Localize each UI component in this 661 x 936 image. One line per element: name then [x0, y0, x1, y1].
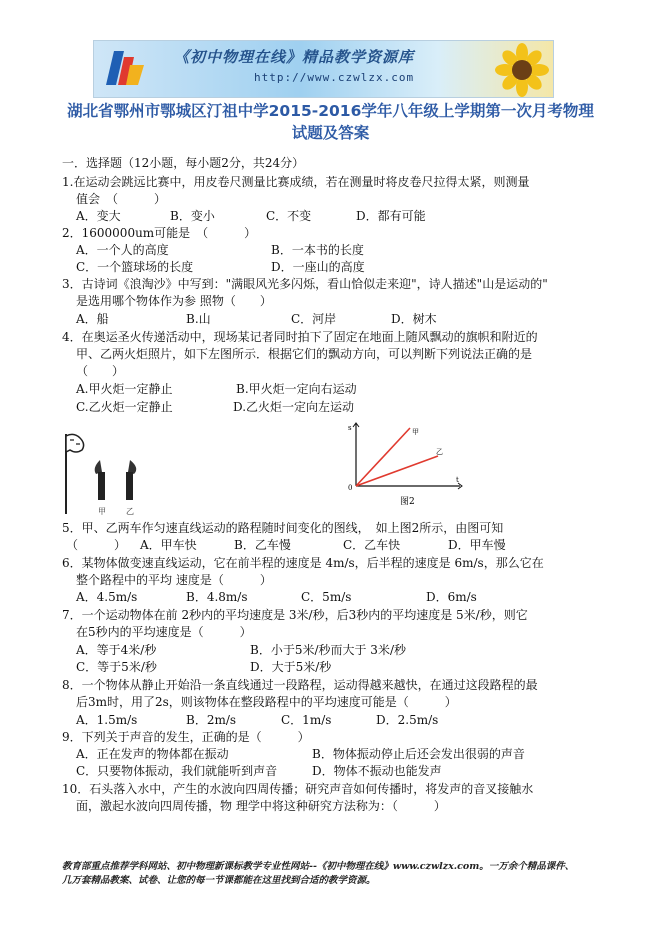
q9-option-a: A．正在发声的物体都在振动	[76, 747, 229, 761]
q7-line1: 7．一个运动物体在前 2秒内的平均速度是 3米/秒，后3秒内的平均速度是 5米/秒，则它	[62, 608, 528, 622]
q6-option-c: C．5m/s	[301, 590, 352, 604]
q1-line1: 1.在运动会跳远比赛中，用皮卷尺测量比赛成绩，若在测量时将皮卷尺拉得太紧，则测量	[62, 175, 530, 189]
torch-yi-label: 乙	[126, 507, 134, 516]
q4-option-d: D.乙火炬一定向左运动	[233, 400, 355, 414]
q5-option-d: D．甲车慢	[448, 538, 506, 552]
q8-option-a: A．1.5m/s	[76, 713, 138, 727]
q6-option-a: A．4.5m/s	[76, 590, 138, 604]
q9-line1: 9．下列关于声音的发生，正确的是（ ）	[62, 730, 310, 744]
q1-option-d: D．都有可能	[356, 209, 426, 223]
q7-option-c: C．等于5米/秒	[76, 660, 157, 674]
torch-jia-label: 甲	[98, 507, 106, 516]
flag-torch-figure	[62, 430, 152, 518]
q7-option-a: A．等于4米/秒	[76, 643, 157, 657]
q7-line2: 在5秒内的平均速度是（ ）	[76, 625, 252, 639]
q4-line1: 4．在奥运圣火传递活动中，现场某记者同时拍下了固定在地面上随风飘动的旗帜和附近的	[62, 330, 538, 344]
q5-blank: （ ）	[66, 538, 127, 552]
q6-option-d: D．6m/s	[426, 590, 477, 604]
line-yi-label: 乙	[436, 448, 443, 456]
q6-option-b: B．4.8m/s	[186, 590, 248, 604]
q1-option-a: A．变大	[76, 209, 121, 223]
footer-line2: 几万套精品教案、试卷、让您的每一节课都能在这里找到合适的教学资源。	[62, 875, 376, 886]
figure-caption: 图2	[400, 497, 415, 507]
q2-option-d: D．一座山的高度	[271, 260, 365, 274]
q2-line1: 2．1600000um可能是 （ ）	[62, 226, 257, 240]
q2-option-a: A．一个人的高度	[76, 243, 169, 257]
line-jia-label: 甲	[412, 428, 419, 436]
document-title	[60, 100, 601, 144]
q5-option-c: C．乙车快	[343, 538, 401, 552]
document-title-line2: 试题及答案	[291, 124, 370, 142]
q2-option-c: C．一个篮球场的长度	[76, 260, 194, 274]
q5-option-b: B．乙车慢	[234, 538, 291, 552]
q7-option-d: D．大于5米/秒	[250, 660, 332, 674]
origin-label: 0	[348, 484, 353, 492]
page-footer	[62, 860, 602, 888]
torch-jia-icon	[95, 460, 105, 500]
sunflower-icon	[487, 43, 554, 97]
banner-title: 《初中物理在线》精品教学资源库	[174, 48, 415, 66]
q9-option-c: C．只要物体振动，我们就能听到声音	[76, 764, 278, 778]
q1-option-c: C．不变	[266, 209, 312, 223]
q3-line2: 是选用哪个物体作为参 照物（ ）	[76, 294, 272, 308]
q9-option-d: D．物体不振动也能发声	[312, 764, 442, 778]
q10-line1: 10．石头落入水中，产生的水波向四周传播；研究声音如何传播时，将发声的音叉接触水	[62, 782, 534, 796]
q4-option-a: A.甲火炬一定静止	[76, 382, 173, 396]
q3-option-d: D．树木	[391, 312, 437, 326]
line-yi	[356, 456, 438, 486]
q8-line2: 后3m时，用了2s，则该物体在整段路程中的平均速度可能是（ ）	[76, 695, 457, 709]
q3-option-b: B.山	[186, 312, 211, 326]
t-axis-label: t	[456, 476, 459, 484]
q1-option-b: B．变小	[170, 209, 215, 223]
site-logo-icon	[100, 47, 150, 91]
footer-line1: 教育部重点推荐学科网站、初中物理新课标教学专业性网站--《初中物理在线》www.czwlzx.com。一万余个精品课件、	[62, 861, 575, 872]
q3-option-c: C．河岸	[291, 312, 337, 326]
q7-option-b: B．小于5米/秒而大于 3米/秒	[250, 643, 406, 657]
q3-line1: 3．古诗词《浪淘沙》中写到："满眼风光多闪烁，看山恰似走来迎"，诗人描述"山是运动的"	[62, 277, 548, 291]
q9-option-b: B．物体振动停止后还会发出很弱的声音	[312, 747, 525, 761]
q8-line1: 8．一个物体从静止开始沿一条直线通过一段路程，运动得越来越快，在通过这段路程的最	[62, 678, 538, 692]
banner-url[interactable]: http://www.czwlzx.com	[254, 71, 415, 84]
q8-option-c: C．1m/s	[281, 713, 332, 727]
q2-option-b: B．一本书的长度	[271, 243, 364, 257]
q1-line2: 值会 （ ）	[76, 192, 167, 206]
q8-option-d: D．2.5m/s	[376, 713, 439, 727]
flag-icon	[66, 434, 84, 452]
q4-line3: （ ）	[76, 364, 125, 378]
header-banner	[93, 40, 554, 98]
q6-line1: 6．某物体做变速直线运动，它在前半程的速度是 4m/s，后半程的速度是 6m/s，那么它在	[62, 556, 544, 570]
q4-line2: 甲、乙两火炬照片，如下左图所示．根据它们的飘动方向，可以判断下列说法正确的是	[76, 347, 533, 361]
line-jia	[356, 428, 410, 486]
s-t-graph-figure	[340, 420, 465, 508]
q3-option-a: A．船	[76, 312, 109, 326]
q5-option-a: A．甲车快	[140, 538, 197, 552]
q4-option-b: B.甲火炬一定向右运动	[236, 382, 357, 396]
section-heading: 一．选择题（12小题，每小题2分，共24分）	[62, 156, 305, 170]
q6-line2: 整个路程中的平均 速度是（ ）	[76, 573, 272, 587]
document-title-line1: 湖北省鄂州市鄂城区汀祖中学2015-2016学年八年级上学期第一次月考物理	[67, 102, 594, 120]
s-axis-label: s	[348, 424, 352, 432]
q5-line1: 5．甲、乙两车作匀速直线运动的路程随时间变化的图线， 如上图2所示，由图可知	[62, 521, 504, 535]
q8-option-b: B．2m/s	[186, 713, 237, 727]
q10-line2: 面，激起水波向四周传播，物 理学中将这种研究方法称为：（ ）	[76, 799, 446, 813]
q4-option-c: C.乙火炬一定静止	[76, 400, 173, 414]
torch-yi-icon	[126, 460, 136, 500]
